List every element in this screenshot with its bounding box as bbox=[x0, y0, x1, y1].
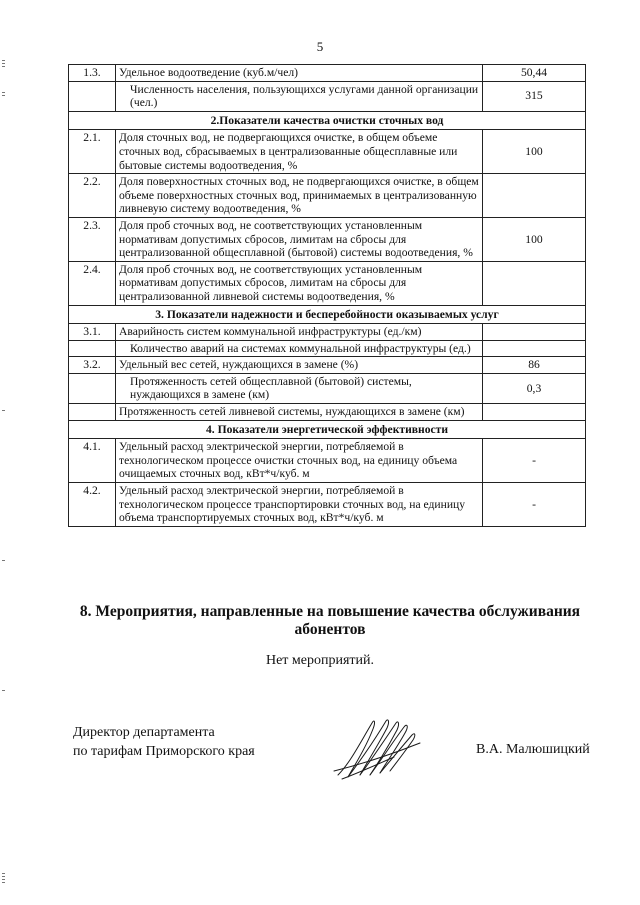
indicator-number bbox=[69, 340, 116, 357]
signatory-position bbox=[73, 723, 255, 761]
indicator-number: 3.2. bbox=[69, 357, 116, 374]
indicators-table bbox=[68, 64, 586, 527]
indicator-value: 100 bbox=[483, 130, 586, 174]
indicator-value: 0,3 bbox=[483, 373, 586, 403]
indicator-value bbox=[483, 324, 586, 341]
indicator-name: Доля поверхностных сточных вод, не подвергающихся очистке, в общем объеме поверхностных сточных вод, принимаемых в централизованную ливневую систему водоотведения, % bbox=[116, 174, 483, 218]
indicators-table-body bbox=[69, 65, 586, 527]
signatory-position-line-2: по тарифам Приморского края bbox=[73, 744, 255, 759]
indicator-value: - bbox=[483, 483, 586, 527]
table-row bbox=[69, 373, 586, 403]
signatory-name: В.А. Малюшицкий bbox=[476, 742, 590, 757]
indicator-name: Удельное водоотведение (куб.м/чел) bbox=[116, 65, 483, 82]
section-header-row bbox=[69, 420, 586, 439]
section-title: 3. Показатели надежности и бесперебойности оказываемых услуг bbox=[69, 305, 586, 324]
indicator-value bbox=[483, 174, 586, 218]
indicator-value: 50,44 bbox=[483, 65, 586, 82]
table-row bbox=[69, 65, 586, 82]
table-row bbox=[69, 217, 586, 261]
indicator-name: Численность населения, пользующихся услугами данной организации (чел.) bbox=[116, 81, 483, 111]
indicator-name: Протяженность сетей ливневой системы, нуждающихся в замене (км) bbox=[116, 404, 483, 421]
indicator-number bbox=[69, 81, 116, 111]
indicator-name: Удельный расход электрической энергии, потребляемой в технологическом процессе транспортировки сточных вод, на единицу объема транспортируемых сточных вод, кВт*ч/куб. м bbox=[116, 483, 483, 527]
table-row bbox=[69, 324, 586, 341]
indicator-value: 315 bbox=[483, 81, 586, 111]
indicator-name: Доля проб сточных вод, не соответствующих установленным нормативам допустимых сбросов, лимитам на сбросы для централизованной общесплавной (бытовой) системы водоотведения, % bbox=[116, 217, 483, 261]
table-row bbox=[69, 340, 586, 357]
indicator-value: 100 bbox=[483, 217, 586, 261]
section-8-heading: 8. Мероприятия, направленные на повышение качества обслуживания абонентов bbox=[79, 603, 581, 638]
table-row bbox=[69, 174, 586, 218]
indicator-number: 4.1. bbox=[69, 439, 116, 483]
table-row bbox=[69, 261, 586, 305]
indicator-number bbox=[69, 373, 116, 403]
indicator-number: 3.1. bbox=[69, 324, 116, 341]
signatory-position-line-1: Директор департамента bbox=[73, 725, 215, 740]
indicator-name: Протяженность сетей общесплавной (бытовой) системы, нуждающихся в замене (км) bbox=[116, 373, 483, 403]
indicator-number: 4.2. bbox=[69, 483, 116, 527]
indicator-name: Удельный вес сетей, нуждающихся в замене (%) bbox=[116, 357, 483, 374]
section-8-body: Нет мероприятий. bbox=[265, 653, 375, 668]
indicator-name: Доля сточных вод, не подвергающихся очистке, в общем объеме сточных вод, сбрасываемых в централизованные общесплавные или бытовые системы водоотведения, % bbox=[116, 130, 483, 174]
indicator-number: 1.3. bbox=[69, 65, 116, 82]
indicator-name: Удельный расход электрической энергии, потребляемой в технологическом процессе очистки сточных вод, на единицу объема очищаемых сточных вод, кВт*ч/куб. м bbox=[116, 439, 483, 483]
indicator-number: 2.3. bbox=[69, 217, 116, 261]
indicator-value bbox=[483, 340, 586, 357]
section-header-row bbox=[69, 305, 586, 324]
table-row bbox=[69, 483, 586, 527]
section-title: 4. Показатели энергетической эффективности bbox=[69, 420, 586, 439]
indicator-value: 86 bbox=[483, 357, 586, 374]
table-row bbox=[69, 357, 586, 374]
indicator-number: 2.1. bbox=[69, 130, 116, 174]
indicator-name: Количество аварий на системах коммунальной инфраструктуры (ед.) bbox=[116, 340, 483, 357]
indicator-number: 2.2. bbox=[69, 174, 116, 218]
handwritten-signature bbox=[330, 713, 425, 788]
page-number: 5 bbox=[316, 39, 324, 54]
table-row bbox=[69, 439, 586, 483]
indicator-name: Доля проб сточных вод, не соответствующих установленным нормативам допустимых сбросов, лимитам на сбросы для централизованной ливневой системы водоотведения, % bbox=[116, 261, 483, 305]
indicator-value bbox=[483, 261, 586, 305]
table-row bbox=[69, 81, 586, 111]
scan-edge-marks bbox=[2, 0, 8, 905]
indicator-value bbox=[483, 404, 586, 421]
indicator-number: 2.4. bbox=[69, 261, 116, 305]
indicator-value: - bbox=[483, 439, 586, 483]
table-row bbox=[69, 130, 586, 174]
section-title: 2.Показатели качества очистки сточных вод bbox=[69, 111, 586, 130]
table-row bbox=[69, 404, 586, 421]
indicator-number bbox=[69, 404, 116, 421]
indicator-name: Аварийность систем коммунальной инфраструктуры (ед./км) bbox=[116, 324, 483, 341]
section-header-row bbox=[69, 111, 586, 130]
